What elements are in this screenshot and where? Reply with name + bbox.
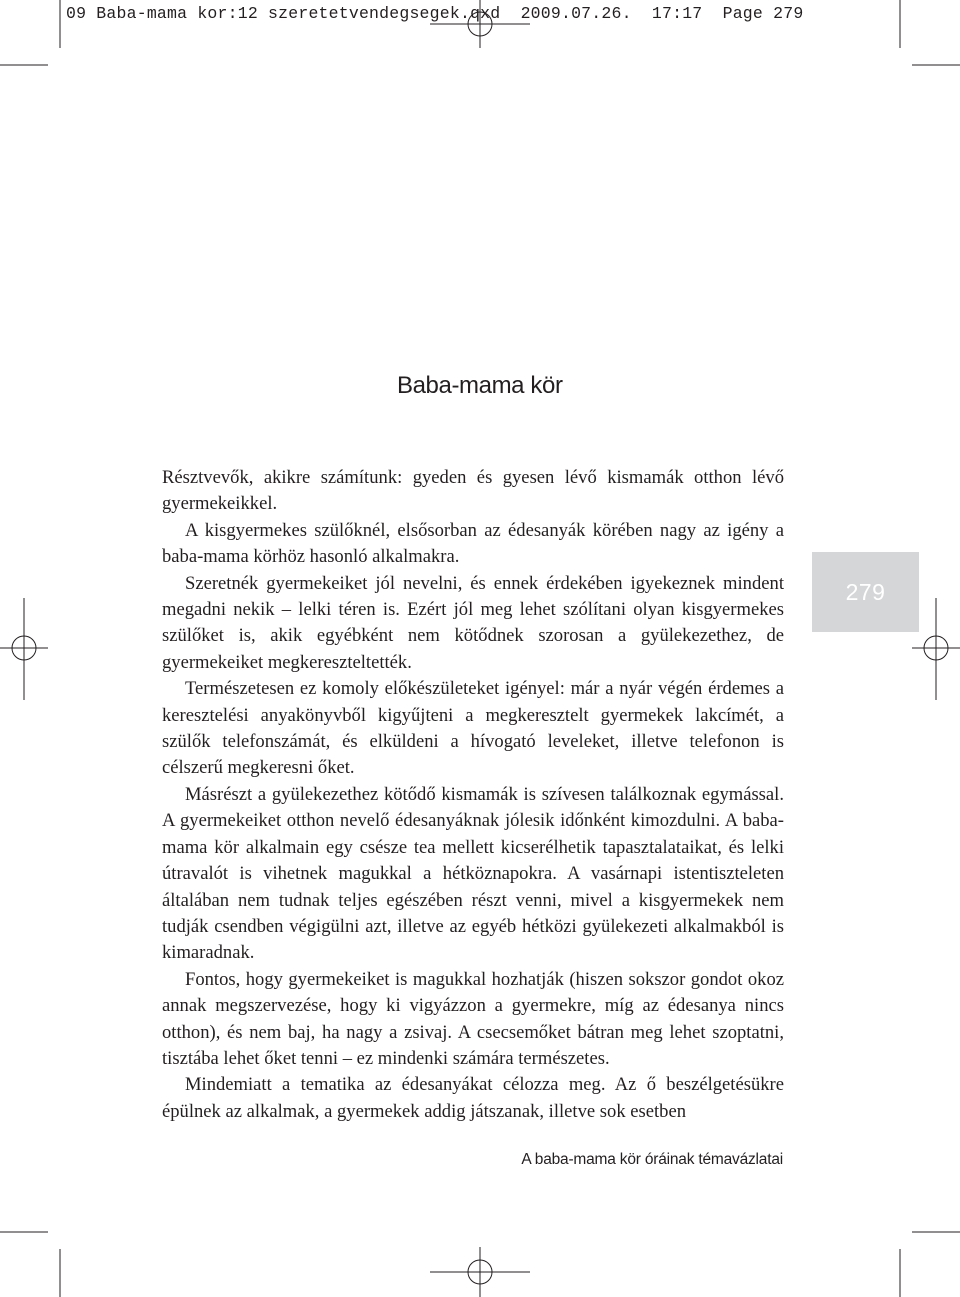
page-number: 279 (845, 578, 886, 605)
paragraph: A kisgyermekes szülőknél, elsősorban az édesanyák körében nagy az igény a baba-mama körhöz hasonló alkalmakra. (162, 519, 784, 568)
paragraph: Másrészt a gyülekezethez kötődő kismamák is szívesen találkoznak egymással. A gyermekeiket otthon nevelő édesanyáknak jólesik időnként kimozdulni. A baba-mama kör alkalmain egy csésze tea mellett kicserélhetik tapasztalataikat, és lelki útravalót is vihetnek magukkal a hétköznapokra. A vasárnapi istentiszteleten általában nem tudnak teljes egészében részt venni, mivel a kisgyermekek nem tudják csendben végigülni azt, illetve az egyéb hétközi gyülekezeti alkalmakból is kimaradnak. (162, 783, 784, 964)
paragraph: Természetesen ez komoly előkészületeket igényel: már a nyár végén érdemes a keresztelési anyakönyvből kigyűjteni a megkeresztelt gyermekek lakcímét, a szülők telefonszámát, és elküldeni a hívogató leveleket, illetve telefonon is célszerű megkeresni őket. (162, 678, 784, 779)
paragraph: Résztvevők, akikre számítunk: gyeden és gyesen lévő kismamák otthon lévő gyermekeikkel. (162, 467, 784, 515)
page-number-tab (812, 552, 919, 632)
paragraph: Szeretnék gyermekeiket jól nevelni, és ennek érdekében igyekeznek mindent megadni nekik – lelki téren is. Ezért jól meg lehet szólítani olyan kisgyermekes szülőket is, akik egyébként nem kötődnek szorosan a gyülekezethez, de gyermekeiket megkereszteltették. (162, 572, 784, 673)
paragraph: Mindemiatt a tematika az édesanyákat célozza meg. Az ő beszélgetésükre épülnek az alkalmak, a gyermekek addig játszanak, illetve sok esetben (162, 1074, 784, 1122)
print-slug: 09 Baba-mama kor:12 szeretetvendegsegek.qxd 2009.07.26. 17:17 Page 279 (66, 4, 804, 23)
paragraph: Fontos, hogy gyermekeiket is magukkal hozhatják (hiszen sokszor gondot okoz annak megszervezése, hogy ki vigyázzon a gyermekre, míg az édesanya nincs otthon), és nem baj, ha nagy a zsivaj. A csecsemőket bátran meg lehet szoptatni, tisztába lehet őket tenni – ez mindenki számára természetes. (162, 968, 784, 1069)
running-footer: A baba-mama kör óráinak témavázlatai (521, 1151, 783, 1168)
registration-mark-bottom (430, 1247, 530, 1297)
registration-mark-left (0, 598, 48, 700)
page-title: Baba-mama kör (397, 372, 563, 399)
body-text (162, 465, 784, 1125)
registration-mark-right (912, 598, 960, 700)
